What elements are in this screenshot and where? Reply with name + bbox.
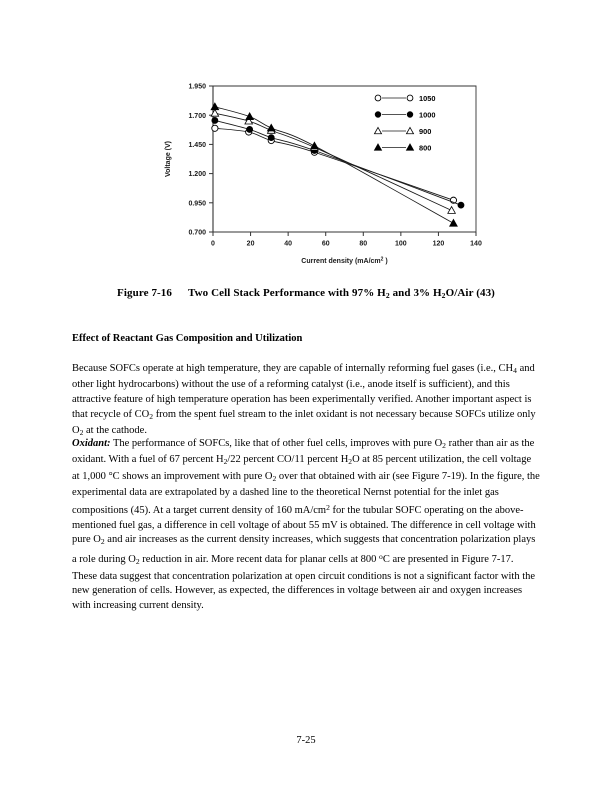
x-tick-label: 20 <box>246 240 255 248</box>
data-point-marker <box>406 127 413 133</box>
legend-item-900 <box>374 127 431 136</box>
x-tick-label: 60 <box>321 240 330 248</box>
plot-frame <box>213 86 476 232</box>
x-axis-title: Current density ($mA/cm^2$ ) <box>301 256 388 265</box>
x-tick-label: 0 <box>211 240 215 248</box>
p2-seg-b: rather than air as the oxidant. With a fuel of 67 percent H <box>72 438 535 466</box>
p1-sub-1: 4 <box>513 365 517 375</box>
p2-sub-5: 2 <box>100 537 105 547</box>
data-point-marker <box>212 117 218 123</box>
p2-sub-6: 2 <box>135 556 140 566</box>
y-tick-label: 1.700 <box>188 112 206 120</box>
paragraph-oxidant <box>72 437 540 613</box>
paragraph-reforming <box>72 362 540 441</box>
p1-seg-d: at the cathode. <box>83 425 147 437</box>
data-point-marker <box>375 112 381 118</box>
p2-sub-1: 2 <box>442 440 446 450</box>
x-tick-label: 140 <box>470 240 482 248</box>
p2-sub-2: 2 <box>223 457 228 467</box>
data-point-marker <box>458 202 464 208</box>
series-1050 <box>212 125 457 203</box>
y-tick-label: 1.450 <box>188 142 206 149</box>
legend-item-1050 <box>375 94 435 103</box>
y-tick-label: 0.950 <box>188 200 206 208</box>
p2-seg-i: C are presented in Figure 7-17. These data suggest that concentration polarization at open circuit conditions is not a significant factor with the new generation of cells. However, as expected, the differences in voltage between air and oxygen increases with increasing current density. <box>72 554 536 611</box>
figure-7-16-chart <box>150 72 490 272</box>
figure-caption <box>72 286 540 303</box>
section-heading: Effect of Reactant Gas Composition and Utilization <box>72 333 303 344</box>
data-point-marker <box>374 127 381 133</box>
p2-sup-1: 2 <box>326 503 330 513</box>
series-900 <box>211 109 455 213</box>
x-tick-label: 120 <box>432 240 445 248</box>
p2-seg-a: The performance of SOFCs, like that of other fuel cells, improves with pure O <box>110 438 443 449</box>
x-tick-label: 100 <box>395 240 407 248</box>
legend-item-1000 <box>375 110 435 119</box>
p2-sub-3: 2 <box>348 457 353 467</box>
y-tick-label: 1.950 <box>188 83 206 91</box>
data-point-marker <box>311 142 319 149</box>
p2-sup-2: o <box>379 551 383 561</box>
data-point-marker <box>375 95 381 101</box>
data-point-marker <box>407 112 413 118</box>
legend-item-800 <box>374 143 431 152</box>
data-point-marker <box>268 135 274 141</box>
data-point-marker <box>211 103 219 110</box>
y-tick-label: 1.200 <box>188 171 206 179</box>
p2-seg-c: /22 percent CO/11 percent H <box>227 454 349 466</box>
x-tick-label: 80 <box>359 240 368 248</box>
data-point-marker <box>448 207 456 214</box>
y-axis-title: Voltage (V) <box>165 140 172 178</box>
paragraph-lead-in: Oxidant: <box>72 438 111 449</box>
x-tick-label: 40 <box>284 240 293 248</box>
legend-label: 900 <box>419 126 432 136</box>
p1-seg-a: Because SOFCs operate at high temperature, they are capable of internally reforming fuel gases (i.e., CH <box>72 363 514 374</box>
p1-sub-2: 2 <box>149 411 154 421</box>
p2-sub-4: 2 <box>272 473 277 483</box>
y-tick-label: 0.700 <box>188 229 206 237</box>
legend-label: 1050 <box>419 93 436 103</box>
data-point-marker <box>374 144 381 150</box>
data-point-marker <box>406 144 413 150</box>
data-point-marker <box>450 219 458 226</box>
data-point-marker <box>247 126 253 132</box>
voltage-vs-current-density-plot <box>150 72 490 272</box>
page-number: 7-25 <box>296 735 316 746</box>
series-line <box>215 128 454 200</box>
data-point-marker <box>246 113 254 120</box>
figure-caption-text: Two Cell Stack Performance with 97% $H_2$ and 3% $H_2O$/Air (43) <box>188 287 495 300</box>
p2-seg-f: for the tubular SOFC operating on the above-mentioned fuel gas, a difference in cell voltage of about 55 mV is obtained. The difference in cell voltage with pure O <box>72 505 536 546</box>
figure-number: Figure 7-16 <box>117 287 173 299</box>
legend-label: 800 <box>419 143 432 153</box>
data-point-marker <box>211 109 219 116</box>
p1-sub-3: 2 <box>79 428 84 438</box>
p1-seg-b: and other light hydrocarbons) without the use of a reforming catalyst (i.e., anode itself is sufficient), and this attractive feature of high temperature operation has been experimentally verified. Another important aspect is that recycle of CO <box>72 363 535 420</box>
p2-seg-d: O at 85 percent utilization, the cell voltage at 1,000 °C shows an improvement with pure O <box>72 454 532 482</box>
p2-seg-e: over that obtained with air (see Figure 7-19). In the figure, the experimental data are extrapolated by a dashed line to the theoretical Nernst potential for the inlet gas compositions (45). At a target current density of 160 mA/cm <box>72 470 540 517</box>
data-point-marker <box>267 124 275 131</box>
p1-seg-c: from the spent fuel stream to the inlet oxidant is not necessary because SOFCs utilize only O <box>72 408 536 437</box>
data-point-marker <box>212 125 218 131</box>
p2-seg-h: reduction in air. More recent data for planar cells at 800 <box>139 554 380 566</box>
legend-label: 1000 <box>419 110 436 120</box>
p2-seg-g: and air increases as the current density increases, which suggests that concentration polarization plays a role during O <box>72 534 536 566</box>
data-point-marker <box>407 95 413 101</box>
